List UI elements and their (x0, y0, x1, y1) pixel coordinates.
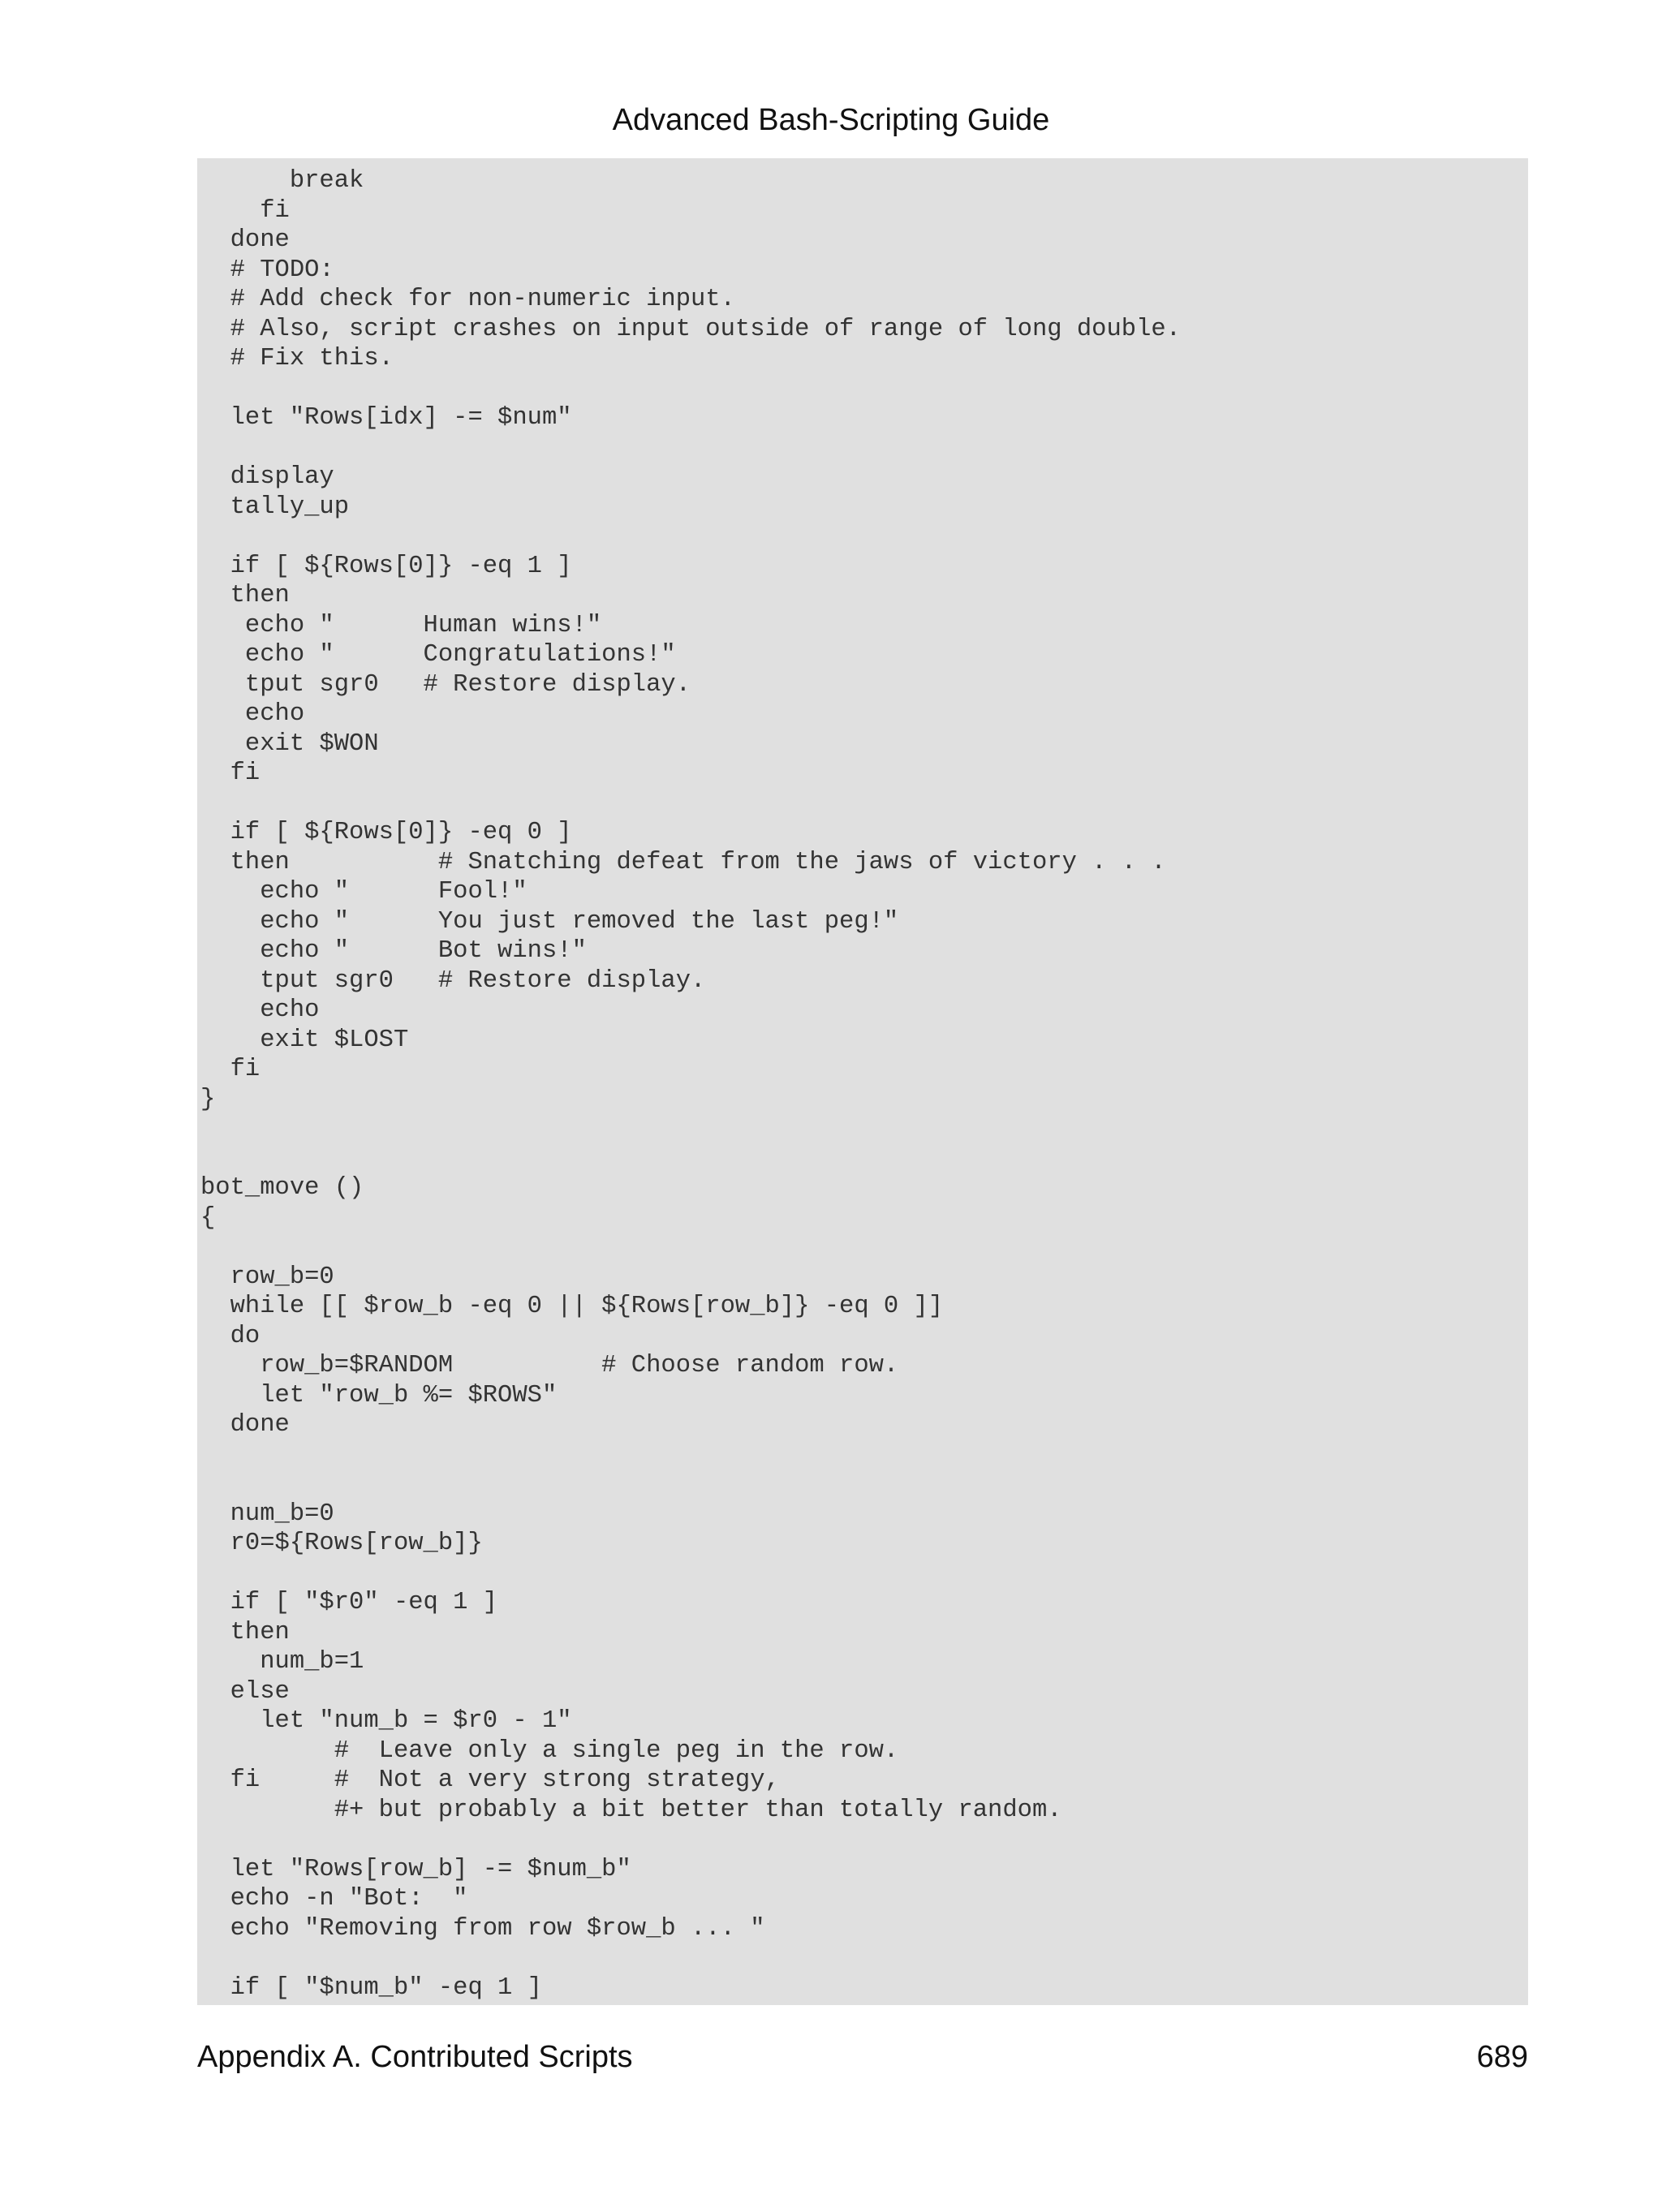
page-header (0, 96, 1662, 144)
code-listing (197, 158, 1528, 2005)
page-footer (197, 2037, 1528, 2077)
page-title: Advanced Bash-Scripting Guide (612, 103, 1050, 137)
footer-section-title: Appendix A. Contributed Scripts (197, 2040, 633, 2074)
page-number: 689 (1476, 2040, 1528, 2074)
code-block: break fi done # TODO: # Add check for non-numeric input. # Also, script crashes on input outside of range of long double. # Fix this. let "Rows[idx] -= $num" display tally_up if [ ${Rows[0]} -eq 1 ] then echo " Human wins!" echo " Congratulations!" tput sgr0 # Restore display. echo exit $WON fi if [ ${Rows[0]} -eq 0 ] then # Snatching defeat from the jaws of victory . . . echo " Fool!" echo " You just removed the last peg!" echo " Bot wins!" tput sgr0 # Restore display. echo exit $LOST fi } bot_move () { row_b=0 while [[ $row_b -eq 0 || ${Rows[row_b]} -eq 0 ]] do row_b=$RANDOM # Choose random row. let "row_b %= $ROWS" done num_b=0 r0=${Rows[row_b]} if [ "$r0" -eq 1 ] then num_b=1 else let "num_b = $r0 - 1" # Leave only a single peg in the row. fi # Not a very strong strategy, #+ but probably a bit better than totally random. let "Rows[row_b] -= $num_b" echo -n "Bot: " echo "Removing from row $row_b ... " if [ "$num_b" -eq 1 ] (200, 167, 1181, 2002)
